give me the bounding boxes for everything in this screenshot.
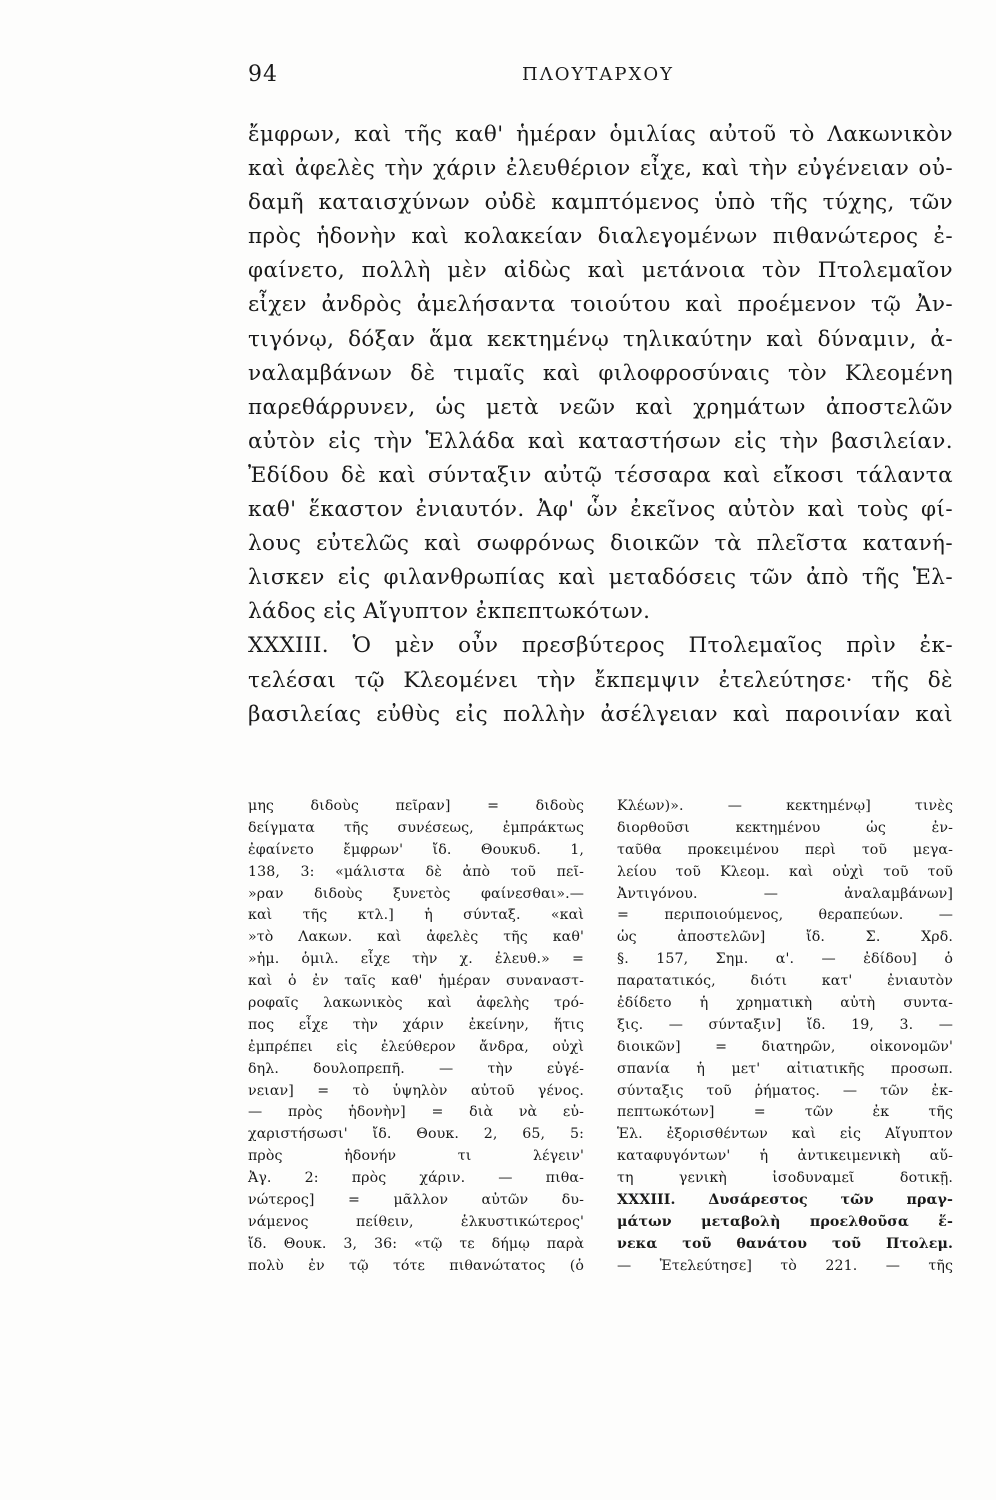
note-line: χαριστήσωσι' ἴδ. Θουκ. 2, 65, 5: xyxy=(248,1126,584,1143)
main-text-line: πρὸς ἡδονὴν καὶ κολακείαν διαλεγομένων πιθανώτερος ἐ- xyxy=(248,224,953,250)
note-line: νάμενος πείθειν, ἑλκυστικώτερος' xyxy=(248,1213,584,1230)
note-line: μης διδοὺς πεῖραν] = διδοὺς xyxy=(248,798,584,814)
note-line: »τὸ Λακων. καὶ ἀφελὲς τῆς καθ' xyxy=(248,929,584,946)
note-line: »ραν διδοὺς ξυνετὸς φαίνεσθαι».— xyxy=(248,885,584,902)
note-line: τη γενικὴ ἰσοδυναμεῖ δοτικῇ. xyxy=(617,1170,953,1187)
page-header xyxy=(248,62,948,92)
main-text-line: καὶ ἀφελὲς τὴν χάριν ἐλευθέριον εἶχε, καὶ τὴν εὐγένειαν οὐ- xyxy=(248,156,953,182)
main-text-line: αὐτὸν εἰς τὴν Ἑλλάδα καὶ καταστήσων εἰς τὴν βασιλείαν. xyxy=(248,428,953,454)
footnotes xyxy=(248,796,953,1446)
main-text-line: καθ' ἕκαστον ἐνιαυτόν. Ἀφ' ὧν ἐκεῖνος αὐτὸν καὶ τοὺς φί- xyxy=(248,497,953,523)
note-line: ἐφαίνετο ἔμφρων' ἴδ. Θουκυδ. 1, xyxy=(248,841,584,858)
chapter-summary-line: νεκα τοῦ θανάτου τοῦ Πτολεμ. xyxy=(617,1235,953,1252)
note-line: νώτερος] = μᾶλλον αὐτῶν δυ- xyxy=(248,1192,584,1209)
main-text-line: ναλαμβάνων δὲ τιμαῖς καὶ φιλοφροσύναις τὸν Κλεομένη xyxy=(248,360,953,386)
page-number: 94 xyxy=(248,62,278,87)
main-text-line: βασιλείας εὐθὺς εἰς πολλὴν ἀσέλγειαν καὶ παροινίαν καὶ xyxy=(248,701,953,727)
note-line: διοικῶν] = διατηρῶν, οἰκονομῶν' xyxy=(617,1038,953,1055)
note-line: Κλέων)». — κεκτημένῳ] τινὲς xyxy=(617,798,953,814)
note-line: 138, 3: «μάλιστα δὲ ἀπὸ τοῦ πεῖ- xyxy=(248,863,584,880)
note-line: ἐμπρέπει εἰς ἐλεύθερον ἄνδρα, οὐχὶ xyxy=(248,1038,584,1055)
note-line: Ἀγ. 2: πρὸς χάριν. — πιθα- xyxy=(248,1170,584,1187)
note-line: ξις. — σύνταξιν] ἴδ. 19, 3. — xyxy=(617,1016,953,1033)
main-text-line: τελέσαι τῷ Κλεομένει τὴν ἔκπεμψιν ἐτελεύτησε· τῆς δὲ xyxy=(248,667,953,693)
note-line: §. 157, Σημ. α'. — ἐδίδου] ὁ xyxy=(617,951,953,968)
main-text-line: λισκεν εἰς φιλανθρωπίας καὶ μεταδόσεις τῶν ἀπὸ τῆς Ἑλ- xyxy=(248,565,953,591)
note-line: πρὸς ἡδονήν τι λέγειν' xyxy=(248,1148,584,1165)
note-line: — Ἐτελεύτησε] τὸ 221. — τῆς xyxy=(617,1257,953,1274)
note-line: δηλ. δουλοπρεπῆ. — τὴν εὐγέ- xyxy=(248,1060,584,1077)
main-text-line: δαμῆ καταισχύνων οὐδὲ καμπτόμενος ὑπὸ τῆς τύχης, τῶν xyxy=(248,190,953,216)
chapter-opening-line: XXXIII. Ὁ μὲν οὖν πρεσβύτερος Πτολεμαῖος πρὶν ἐκ- xyxy=(248,633,953,659)
main-text-line: φαίνετο, πολλὴ μὲν αἰδὼς καὶ μετάνοια τὸν Πτολεμαῖον xyxy=(248,258,953,284)
note-line: ὡς ἀποστελῶν] ἴδ. Σ. Χρδ. xyxy=(617,929,953,946)
main-text xyxy=(248,118,953,732)
main-text-line: παρεθάρρυνεν, ὡς μετὰ νεῶν καὶ χρημάτων ἀποστελῶν xyxy=(248,394,953,420)
main-text-line: τιγόνῳ, δόξαν ἅμα κεκτημένῳ τηλικαύτην καὶ δύναμιν, ἀ- xyxy=(248,326,953,352)
running-head: ΠΛΟΥΤΑΡΧΟΥ xyxy=(522,64,674,85)
main-text-line: εἶχεν ἀνδρὸς ἀμελήσαντα τοιούτου καὶ προέμενον τῷ Ἀν- xyxy=(248,292,953,318)
chapter-summary-line: μάτων μεταβολὴ προελθοῦσα ἕ- xyxy=(617,1213,953,1230)
note-line: παρατατικός, διότι κατ' ἐνιαυτὸν xyxy=(617,973,953,990)
main-text-line: λάδος εἰς Αἴγυπτον ἐκπεπτωκότων. xyxy=(248,599,651,625)
note-line: πος εἶχε τὴν χάριν ἐκείνην, ἥτις xyxy=(248,1016,584,1033)
main-text-line: λους εὐτελῶς καὶ σωφρόνως διοικῶν τὰ πλεῖστα κατανή- xyxy=(248,531,953,557)
note-line: σύνταξις τοῦ ῥήματος. — τῶν ἐκ- xyxy=(617,1082,953,1099)
note-line: καταφυγόντων' ἡ ἀντικειμενικὴ αὕ- xyxy=(617,1148,953,1165)
note-line: ἴδ. Θουκ. 3, 36: «τῷ τε δήμῳ παρὰ xyxy=(248,1235,584,1252)
note-line: διορθοῦσι κεκτημένου ὡς ἐν- xyxy=(617,819,953,836)
note-line: — πρὸς ἡδονὴν] = διὰ νὰ εὐ- xyxy=(248,1104,584,1121)
note-line: = περιποιούμενος, θεραπεύων. — xyxy=(617,907,953,924)
note-line: ροφαῖς λακωνικὸς καὶ ἀφελὴς τρό- xyxy=(248,995,584,1012)
note-line: δείγματα τῆς συνέσεως, ἐμπράκτως xyxy=(248,819,584,836)
note-line: Ἀντιγόνου. — ἀναλαμβάνων] xyxy=(617,885,953,902)
note-line: Ἑλ. ἐξορισθέντων καὶ εἰς Αἴγυπτον xyxy=(617,1126,953,1143)
note-line: καὶ ὁ ἐν ταῖς καθ' ἡμέραν συναναστ- xyxy=(248,973,584,990)
note-line: καὶ τῆς κτλ.] ἡ σύνταξ. «καὶ xyxy=(248,907,584,924)
note-line: σπανία ἡ μετ' αἰτιατικῆς προσωπ. xyxy=(617,1060,953,1077)
note-line: νειαν] = τὸ ὑψηλὸν αὐτοῦ γένος. xyxy=(248,1082,584,1099)
note-line: »ἡμ. ὁμιλ. εἶχε τὴν χ. ἐλευθ.» = xyxy=(248,951,584,968)
note-line: λείου τοῦ Κλεομ. καὶ οὐχὶ τοῦ τοῦ xyxy=(617,863,953,880)
note-line: ἐδίδετο ἡ χρηματικὴ αὐτὴ συντα- xyxy=(617,995,953,1012)
footnotes-left-column xyxy=(248,796,584,1278)
main-text-line: Ἐδίδου δὲ καὶ σύνταξιν αὐτῷ τέσσαρα καὶ εἴκοσι τάλαντα xyxy=(248,462,953,488)
note-line: ταῦθα προκειμένου περὶ τοῦ μεγα- xyxy=(617,841,953,858)
note-line: πεπτωκότων] = τῶν ἐκ τῆς xyxy=(617,1104,953,1121)
note-line: πολὺ ἐν τῷ τότε πιθανώτατος (ὁ xyxy=(248,1257,584,1274)
footnotes-right-column xyxy=(617,796,953,1278)
chapter-summary-line: XXXIII. Δυσάρεστος τῶν πραγ- xyxy=(617,1192,953,1209)
main-text-line: ἔμφρων, καὶ τῆς καθ' ἡμέραν ὁμιλίας αὐτοῦ τὸ Λακωνικὸν xyxy=(248,122,953,147)
